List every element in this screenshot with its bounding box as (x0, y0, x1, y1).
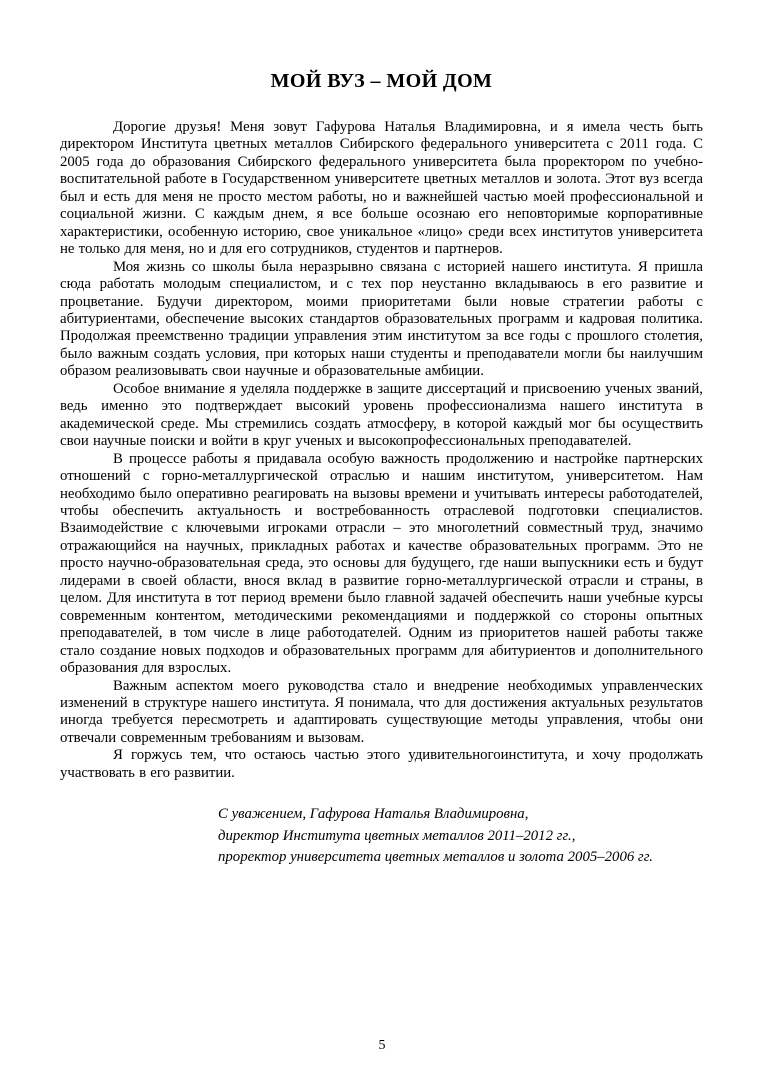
page-number: 5 (378, 1038, 386, 1053)
paragraph-life-history: Моя жизнь со школы была неразрывно связана с историей нашего института. Я пришла сюда работать молодым специалистом, и с тех пор неустанно вкладываюсь в его развитие и процветание. Будучи директором, моими приоритетами были новые стратегии работы с абитуриентами, обеспечение высоких стандартов образовательных программ и кадровая политика. Продолжая преемственно традиции управления этим институтом за все годы с прошлого столетия, было важным создать условия, при которых наши студенты и преподаватели могли бы наилучшим образом реализовывать свои научные и образовательные амбиции. (60, 258, 703, 380)
signature-line-director: директор Института цветных металлов 2011–2012 гг., (218, 827, 576, 844)
paragraph-intro: Дорогие друзья! Меня зовут Гафурова Наталья Владимировна, и я имела честь быть директором Института цветных металлов Сибирского федерального университета с 2011 года. С 2005 года до образования Сибирского федерального университета была проректором по учебно-воспитательной работе в Государственном университете цветных металлов и золота. Этот вуз всегда был и есть для меня не просто местом работы, но и важнейшей частью моей профессиональной и социальной жизни. С каждым днем, я все больше осознаю его неповторимые корпоративные характеристики, особенную историю, свое уникальное «лицо» среди всех институтов университета не только для меня, но и для его сотрудников, студентов и партнеров. (60, 119, 703, 258)
paragraph-dissertations: Особое внимание я уделяла поддержке в защите диссертаций и присвоению ученых званий, ведь именно это подтверждает высокий уровень профессионализма нашего института в академической среде. Мы стремились создать атмосферу, в которой каждый мог бы осуществить свои научные поиски и войти в круг ученых и высокопрофессиональных преподавателей. (60, 380, 703, 450)
signature-line-name: С уважением, Гафурова Наталья Владимировна, (218, 806, 529, 823)
paragraph-industry-partnership: В процессе работы я придавала особую важность продолжению и настройке партнерских отношений с горно-металлургической отраслью и нашим институтом, университетом. Нам необходимо было оперативно реагировать на вызовы времени и учитывать интересы работодателей, чтобы обеспечить актуальность и востребованность отраслевой подготовки специалистов. Взаимодействие с ключевыми игроками отрасли – это многолетний совместный труд, значимо отражающийся на научных, прикладных работах и качестве образовательных программ. Это не просто научно-образовательная среда, это основы для будущего, где наши выпускники есть и будут лидерами в своей области, внося вклад в развитие горно-металлургической отрасли и страны, в целом. Для института в тот период времени было главной задачей обеспечить наши учебные курсы современным контентом, методическими рекомендациями и поддержкой со стороны опытных преподавателей, в том числе в лице работодателей. Одним из приоритетов нашей работы также стало создание новых подходов и образовательных программ для абитуриентов и дополнительного образования для взрослых. (60, 450, 703, 677)
signature-block (218, 804, 703, 869)
page-title: МОЙ ВУЗ – МОЙ ДОМ (270, 70, 493, 92)
paragraph-management-changes: Важным аспектом моего руководства стало и внедрение необходимых управленческих изменений в структуре нашего института. Я понимала, что для достижения актуальных результатов иногда требуется пересмотреть и адаптировать существующие методы управления, чтобы они отвечали современным требованиям и вызовам. (60, 677, 703, 746)
document-content (60, 70, 703, 869)
signature-line-prorector: проректор университета цветных металлов и золота 2005–2006 гг. (218, 849, 653, 866)
paragraph-pride: Я горжусь тем, что остаюсь частью этого удивительногоинститута, и хочу продолжать участвовать в его развитии. (60, 747, 703, 781)
